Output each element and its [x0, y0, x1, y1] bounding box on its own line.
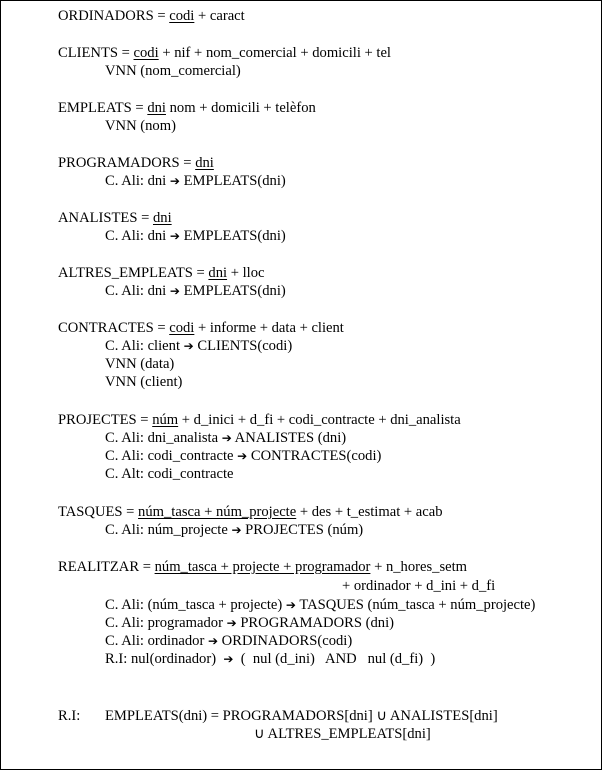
integrity-rule-line2: ∪ ALTRES_EMPLEATS[dni]	[254, 726, 431, 742]
rule-consequence: ( nul (d_ini) AND nul (d_fi) )	[233, 651, 436, 667]
projectes-definition	[58, 411, 461, 429]
realitzar-constraint	[105, 632, 352, 650]
tasques-constraint	[105, 521, 363, 539]
primary-key: dni	[195, 155, 214, 171]
table-name: REALITZAR =	[58, 559, 155, 575]
programadors-definition	[58, 154, 214, 172]
tasques-definition	[58, 503, 443, 521]
primary-key: codi	[169, 8, 195, 24]
ordinadors-definition	[58, 7, 245, 25]
table-name: CONTRACTES =	[58, 320, 170, 336]
table-name: PROGRAMADORS =	[58, 155, 196, 171]
constraint-source: C. Ali: núm_projecte	[105, 522, 232, 538]
empleats-definition	[58, 99, 316, 117]
programadors-constraint	[105, 172, 286, 190]
constraint-target: CLIENTS(codi)	[193, 338, 293, 354]
contractes-constraint	[105, 337, 292, 355]
constraint-source: C. Ali: programador	[105, 615, 227, 631]
clients-constraint: VNN (nom_comercial)	[105, 63, 241, 79]
primary-key: dni	[208, 265, 228, 281]
constraint-target: EMPLEATS(dni)	[179, 173, 286, 189]
constraint-source: C. Ali: dni	[105, 173, 170, 189]
attributes: + des + t_estimat + acab	[296, 504, 443, 520]
realitzar-constraint	[105, 596, 535, 614]
attributes: + lloc	[227, 265, 265, 281]
constraint-target: ANALISTES (dni)	[231, 430, 347, 446]
right-arrow-icon: ➔	[169, 229, 180, 243]
empleats-constraint: VNN (nom)	[105, 118, 176, 134]
altres-empleats-constraint	[105, 282, 286, 300]
integrity-rule-line1: EMPLEATS(dni) = PROGRAMADORS[dni] ∪ ANALISTES[dni]	[105, 708, 498, 724]
clients-definition	[58, 44, 391, 62]
table-name: TASQUES =	[58, 504, 139, 520]
realitzar-definition-continued: + ordinador + d_ini + d_fi	[342, 578, 496, 594]
attributes: nom + domicili + telèfon	[165, 100, 316, 116]
right-arrow-icon: ➔	[221, 431, 232, 445]
right-arrow-icon: ➔	[285, 598, 296, 612]
constraint-target: CONTRACTES(codi)	[247, 448, 382, 464]
constraint-target: ORDINADORS(codi)	[218, 633, 353, 649]
realitzar-constraint	[105, 614, 394, 632]
attributes: + informe + data + client	[194, 320, 344, 336]
constraint-target: TASQUES (núm_tasca + núm_projecte)	[295, 597, 536, 613]
constraint-source: C. Ali: dni	[105, 283, 170, 299]
primary-key: dni	[147, 100, 166, 116]
right-arrow-icon: ➔	[231, 523, 242, 537]
right-arrow-icon: ➔	[169, 174, 180, 188]
primary-key: núm_tasca + núm_projecte	[138, 504, 297, 520]
right-arrow-icon: ➔	[237, 449, 248, 463]
table-name: ANALISTES =	[58, 210, 153, 226]
primary-key: codi	[169, 320, 195, 336]
attributes: + caract	[194, 8, 245, 24]
right-arrow-icon: ➔	[226, 616, 237, 630]
altres-empleats-definition	[58, 264, 264, 282]
constraint-source: C. Ali: dni_analista	[105, 430, 222, 446]
analistes-definition	[58, 209, 172, 227]
constraint-source: C. Ali: codi_contracte	[105, 448, 238, 464]
contractes-definition	[58, 319, 344, 337]
constraint-target: EMPLEATS(dni)	[179, 283, 286, 299]
constraint-source: C. Ali: (núm_tasca + projecte)	[105, 597, 286, 613]
projectes-constraint	[105, 447, 381, 465]
primary-key: núm	[152, 412, 179, 428]
integrity-rule-label: R.I:	[58, 708, 81, 724]
primary-key: núm_tasca + projecte + programador	[154, 559, 371, 575]
contractes-constraint: VNN (client)	[105, 374, 183, 390]
contractes-constraint: VNN (data)	[105, 356, 175, 372]
attributes: + nif + nom_comercial + domicili + tel	[158, 45, 391, 61]
projectes-constraint: C. Alt: codi_contracte	[105, 466, 234, 482]
right-arrow-icon: ➔	[207, 634, 219, 648]
constraint-source: C. Ali: dni	[105, 228, 170, 244]
right-arrow-icon: ➔	[223, 652, 234, 666]
primary-key: dni	[152, 210, 172, 226]
realitzar-integrity-rule	[105, 650, 435, 668]
analistes-constraint	[105, 227, 286, 245]
table-name: PROJECTES =	[58, 412, 153, 428]
constraint-target: PROGRAMADORS (dni)	[236, 615, 394, 631]
table-name: CLIENTS =	[58, 45, 134, 61]
realitzar-definition	[58, 558, 467, 576]
table-name: ALTRES_EMPLEATS =	[58, 265, 209, 281]
right-arrow-icon: ➔	[183, 339, 194, 353]
constraint-source: C. Ali: ordinador	[105, 633, 208, 649]
right-arrow-icon: ➔	[169, 284, 180, 298]
projectes-constraint	[105, 429, 346, 447]
rule-condition: R.I: nul(ordinador)	[105, 651, 224, 667]
primary-key: codi	[133, 45, 159, 61]
constraint-source: C. Ali: client	[105, 338, 184, 354]
table-name: ORDINADORS =	[58, 8, 170, 24]
attributes: + d_inici + d_fi + codi_contracte + dni_analista	[178, 412, 461, 428]
table-name: EMPLEATS =	[58, 100, 148, 116]
attributes: + n_hores_setm	[370, 559, 468, 575]
constraint-target: EMPLEATS(dni)	[179, 228, 286, 244]
constraint-target: PROJECTES (núm)	[241, 522, 364, 538]
